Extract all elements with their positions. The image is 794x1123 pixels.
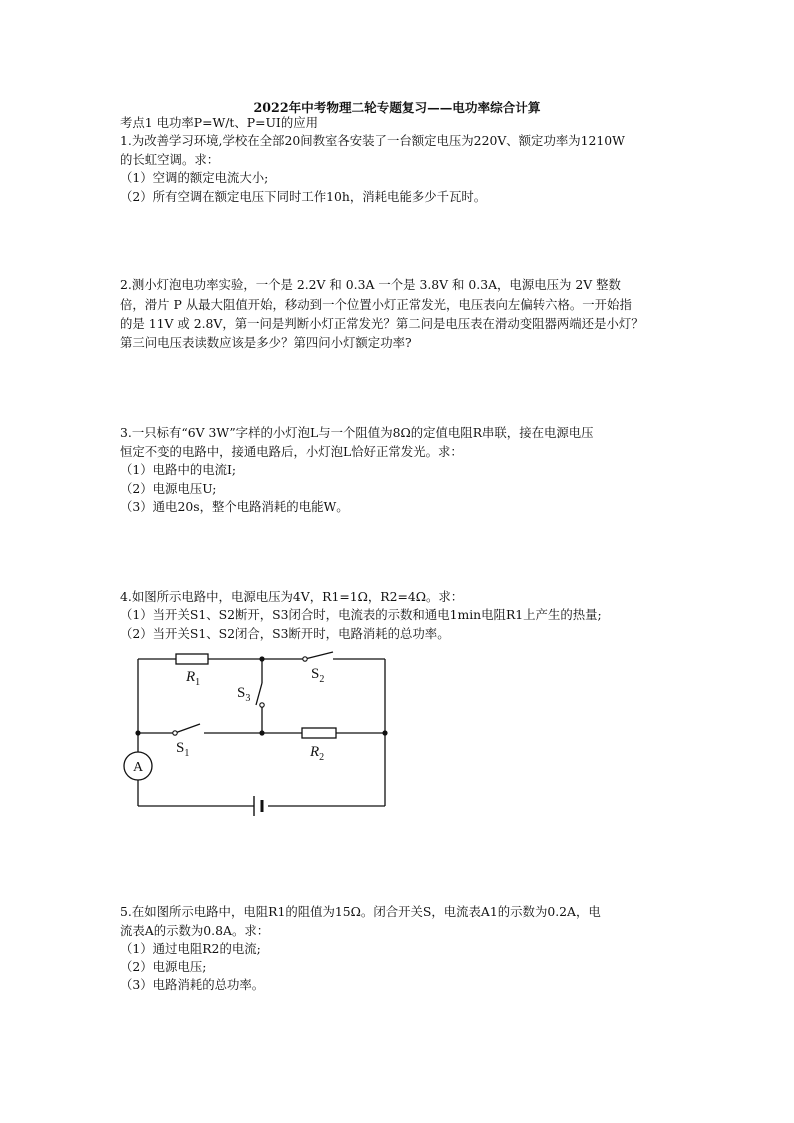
q4-sub1: （1）当开关S1、S2断开，S3闭合时，电流表的示数和通电1min电阻R1上产生的热量; — [120, 607, 602, 622]
q3-text-line1: 3.一只标有“6V 3W”字样的小灯泡L与一个阻值为8Ω的定值电阻R串联，接在电源电压 — [120, 425, 594, 440]
label-r1: $R_1$ — [186, 669, 201, 688]
q5-text-line2: 流表A的示数为0.8A。求： — [120, 923, 270, 938]
q1-sub1: （1）空调的额定电流大小; — [120, 170, 269, 185]
label-r2: $R_2$ — [310, 744, 325, 763]
q1-text-line2: 的长虹空调。求： — [120, 152, 220, 167]
q4-sub2: （2）当开关S1、S2闭合，S3断开时，电路消耗的总功率。 — [120, 626, 450, 641]
q3-sub2: （2）电源电压U; — [120, 481, 217, 496]
resistor-r1 — [176, 654, 208, 664]
page-title: 2022年中考物理二轮专题复习——电功率综合计算 — [253, 100, 541, 115]
battery-symbol — [254, 796, 262, 816]
section-heading: 考点1 电功率P=W/t、P=UI的应用 — [120, 115, 319, 130]
q2-text-line2: 倍，滑片 P 从最大阻值开始，移动到一个位置小灯正常发光，电压表向左偏转六格。一开始指 — [120, 297, 632, 312]
q5-sub3: （3）电路消耗的总功率。 — [120, 977, 265, 992]
resistor-r2 — [302, 728, 336, 738]
q3-sub3: （3）通电20s，整个电路消耗的电能W。 — [120, 499, 349, 514]
q1-text-line1: 1.为改善学习环境,学校在全部20间教室各安装了一台额定电压为220V、额定功率为1210W — [120, 133, 625, 148]
q2-text-line1: 2.测小灯泡电功率实验，一个是 2.2V 和 0.3A 一个是 3.8V 和 0.3A，电源电压为 2V 整数 — [120, 277, 621, 292]
label-s2: $S_2$ — [311, 666, 325, 685]
label-s3: $S_3$ — [237, 685, 251, 704]
q5-sub2: （2）电源电压; — [120, 959, 207, 974]
q5-sub1: （1）通过电阻R2的电流; — [120, 941, 261, 956]
q4-text-line1: 4.如图所示电路中，电源电压为4V，R1=1Ω，R2=4Ω。求： — [120, 589, 464, 604]
q3-text-line2: 恒定不变的电路中，接通电路后，小灯泡L恰好正常发光。求： — [120, 444, 463, 459]
q2-text-line3: 的是 11V 或 2.8V，第一问是判断小灯正常发光？第二问是电压表在滑动变阻器两端还是小灯？ — [120, 316, 644, 331]
q1-sub2: （2）所有空调在额定电压下同时工作10h，消耗电能多少千瓦时。 — [120, 189, 487, 204]
q3-sub1: （1）电路中的电流I; — [120, 462, 237, 477]
label-s1: $S_1$ — [176, 740, 190, 759]
ammeter-label: A — [132, 760, 144, 775]
q5-text-line1: 5.在如图所示电路中，电阻R1的阻值为15Ω。闭合开关S，电流表A1的示数为0.2A，电 — [120, 904, 601, 919]
q2-text-line4: 第三问电压表读数应该是多少？第四问小灯额定功率? — [120, 335, 412, 350]
